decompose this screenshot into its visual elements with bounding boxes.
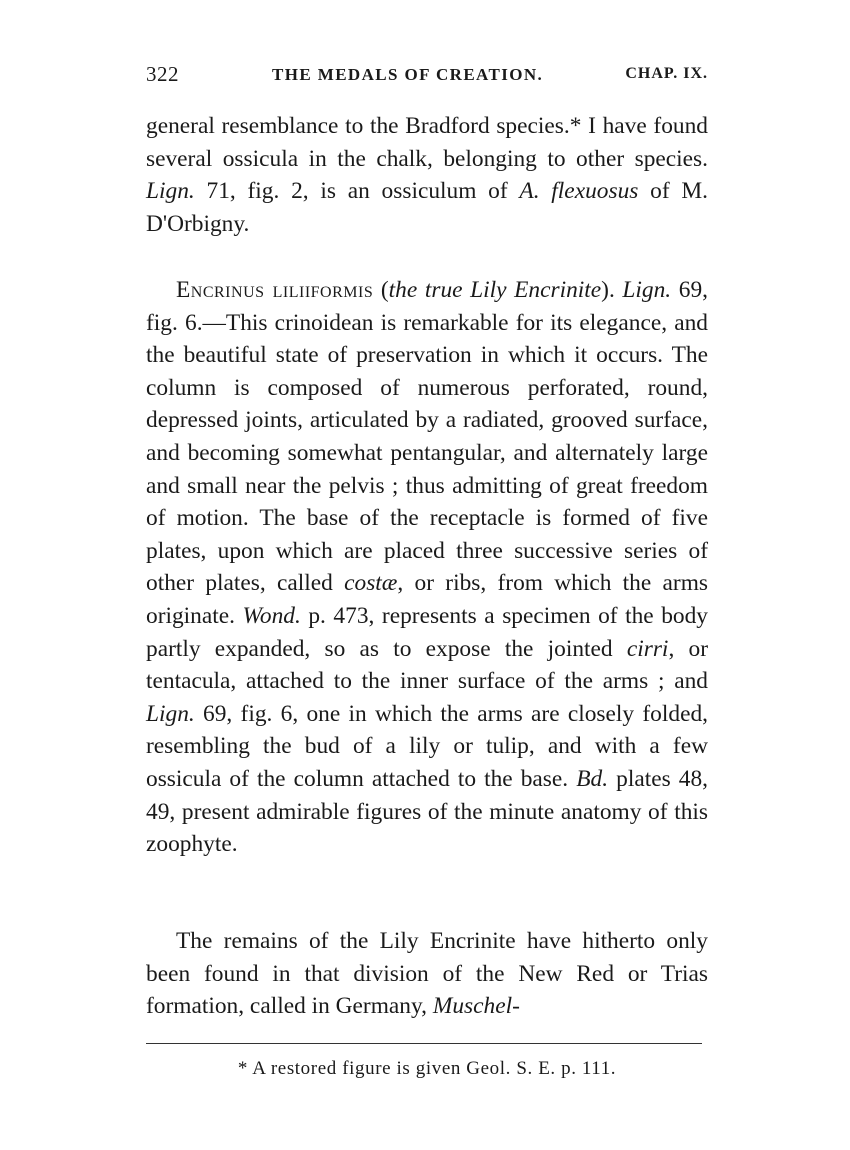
text-run: , or ribs, from which the arms originate. bbox=[146, 570, 708, 629]
text-run: plates 48, 49, present admirable figures of the minute anatomy of this zoophyte. bbox=[146, 765, 708, 858]
paragraph-2 bbox=[146, 274, 708, 861]
text-run: , or tentacula, attached to the inner surface of the arms ; and bbox=[146, 635, 708, 695]
species-heading: Encrinus liliiformis bbox=[176, 277, 374, 303]
text-run: 71, fig. 2, is an ossiculum of bbox=[194, 178, 520, 205]
italic-run: the true Lily Encrinite bbox=[388, 277, 602, 303]
italic-run: Bd. bbox=[576, 765, 609, 792]
italic-run: costæ bbox=[344, 570, 398, 597]
running-title: THE MEDALS OF CREATION. bbox=[272, 65, 544, 84]
text-run: p. 473, represents a specimen of the body partly expanded, so as to expose the jointed bbox=[146, 602, 708, 662]
page-header bbox=[146, 62, 708, 92]
italic-run: Lign. bbox=[622, 277, 672, 303]
text-run: The remains of the Lily Encrinite have hitherto only been found in that division of the New Red or Trias formation, called in Germany, bbox=[146, 928, 708, 1020]
page-number: 322 bbox=[146, 62, 179, 86]
text-run: 69, fig. 6.—This crinoidean is remarkable for its elegance, and the beautiful state of preservation in which it occurs. The column is composed of numerous perforated, round, depressed joints, articulated by a radiated, grooved surface, and becoming somewhat pentangular, and alternately large and small near the pelvis ; thus admitting of great freedom of motion. The base of the receptacle is formed of five plates, upon which are placed three successive series of other plates, called bbox=[146, 277, 708, 597]
text-run: of M. D'Orbigny. bbox=[146, 178, 709, 237]
text-run: ( bbox=[373, 277, 389, 303]
italic-run: Lign. bbox=[146, 178, 195, 205]
italic-run: Muschel- bbox=[432, 993, 520, 1020]
text-run: general resemblance to the Bradford species.* I have found several ossicula in the chalk, belonging to other species. bbox=[146, 113, 708, 172]
paragraph-1 bbox=[146, 110, 708, 240]
footnote: * A restored figure is given Geol. S. E. p. 111. bbox=[237, 1058, 617, 1079]
italic-run: Wond. bbox=[242, 602, 301, 629]
italic-run: Lign. bbox=[146, 700, 195, 727]
italic-run: A. flexuosus bbox=[519, 178, 639, 205]
paragraph-3 bbox=[146, 925, 708, 1023]
italic-run: cirri bbox=[626, 635, 669, 662]
chapter-label: CHAP. IX. bbox=[625, 65, 708, 82]
text-run: ). bbox=[601, 277, 623, 303]
text-run: 69, fig. 6, one in which the arms are closely folded, resembling the bud of a lily or tulip, and with a few ossicula of the column attached to the base. bbox=[146, 700, 708, 792]
footnote-rule bbox=[146, 1043, 702, 1044]
